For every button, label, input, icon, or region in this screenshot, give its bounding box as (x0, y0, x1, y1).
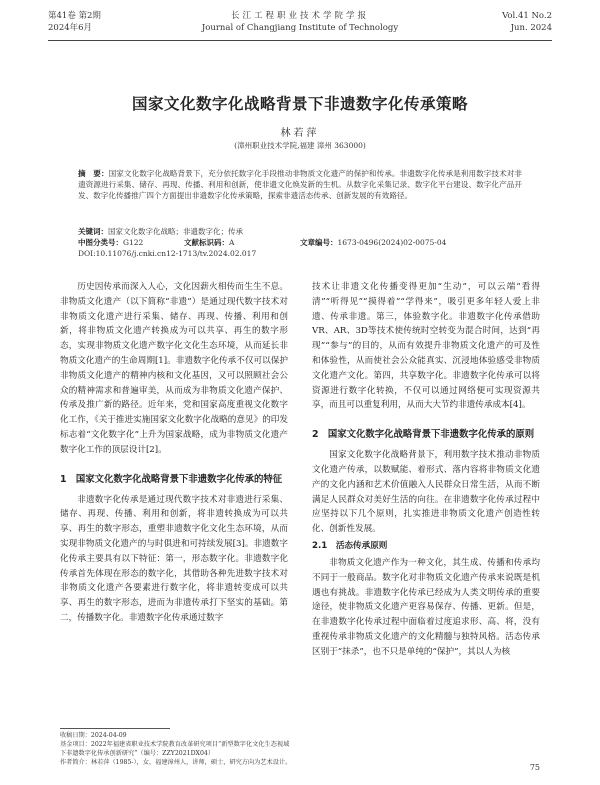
section-1-paragraph: 非遗数字化传承是通过现代数字技术对非遗进行采集、储存、再现、传播、利用和创新，将非遗转换成为可以共享、再生的数字形态，重塑非遗数字化文化生态环境，从而实现非物质文化遗产的与时俱进和可持续发展[3]。非遗数字化传承主要具有以下特征：第一，形态数字化。非遗数字化传承首先体现在形态的数字化，其借助各种先进数字技术对非物质文化遗产各要素进行数字化，将非遗转变成可以共享、再生的数字形态，进而为非遗传承打下坚实的基础。第二，传播数字化。非遗数字化传承通过数字 (60, 494, 288, 623)
clc-value: G122 (123, 238, 144, 247)
footnote-author-bio: 作者简介：林若萍（1985-），女，福建漳州人，讲师，硕士，研究方向为艺术设计。 (60, 759, 292, 766)
keywords-label: 关键词： (78, 227, 108, 236)
section-2-paragraph: 国家文化数字化战略背景下，利用数字技术推动非物质文化遗产传承，以数赋能、着形式、落内容将非物质文化遗产的文化内涵和艺术价值融入人民群众日常生活，从而不断满足人民群众对美好生活的向往。在非遗数字化传承过程中应坚持以下几个原则，扎实推进非物质文化遗产创造性转化、创新性发展。 (312, 450, 540, 535)
header-volume-en: Vol.41 No.2 (502, 11, 552, 21)
doc-code-value: A (229, 238, 235, 247)
footnote-rule (60, 728, 170, 729)
keywords-row (78, 226, 522, 237)
header-rule (48, 40, 552, 41)
running-header (48, 8, 552, 48)
article-number-label: 文章编号： (300, 238, 338, 247)
article-number-value: 1673-0496(2024)02-0075-04 (337, 238, 447, 247)
subsection-2-1-heading: 2.1 活态传承原则 (312, 540, 388, 551)
footnote (60, 731, 292, 767)
classification-row (78, 237, 522, 248)
author-affiliation: (漳州职业技术学院,福建 漳州 363000) (234, 141, 366, 150)
left-column (60, 280, 288, 626)
section-1-heading: 1 国家文化数字化战略背景下非遗数字化传承的特征 (60, 473, 283, 485)
header-date-en: Jun. 2024 (510, 23, 552, 33)
author-name: 林若萍 (280, 128, 320, 139)
header-journal-cn: 长江工程职业技术学院学报 (230, 11, 369, 21)
clc (78, 237, 143, 248)
clc-label: 中图分类号： (78, 238, 123, 247)
doc-code-label: 文献标识码： (184, 238, 229, 247)
page-number: 75 (529, 763, 540, 772)
doc-code (184, 237, 234, 248)
paper-title: 国家文化数字化战略背景下非遗数字化传承策略 (131, 95, 468, 113)
article-number (300, 237, 446, 248)
footnote-fund: 基金项目：2022年福建省职业技术学院教育改革研究项目“新型数字化文化生态视域下非遗数字化传承创新研究”（编号：ZZY2021DX04） (60, 741, 290, 757)
section-2-heading: 2 国家文化数字化战略背景下非遗数字化传承的原则 (312, 429, 535, 441)
footnote-received: 收稿日期：2024-04-09 (60, 732, 127, 739)
intro-paragraph: 历史因传承而深入人心，文化因薪火相传而生生不息。非物质文化遗产（以下简称“非遗”）是通过现代数字技术对非物质文化遗产进行采集、储存、再现、传播、利用和创新，将非物质文化遗产转换成为可以共享、再生的数字形态，实现非物质文化遗产数字化文化生态环境，从而延长非物质文化遗产的生命周期[1]。非遗数字化传承不仅可以保护非物质文化遗产的精神内核和文化基因，又可以照顾社会公众的精神需求和普遍审美，从而成为非物质文化遗产保护、传承及推广新的路径。近年来，党和国家高度重视文化数字化工作，《关于推进实施国家文化数字化战略的意见》的印发标志着“文化数字化”上升为国家战略，成为非物质文化遗产数字化工作的顶层设计[2]。 (60, 282, 288, 455)
right-column (312, 280, 540, 660)
header-journal (48, 10, 552, 34)
header-volume: 第41卷 第2期 (48, 11, 101, 21)
right-first-paragraph: 技术让非遗文化传播变得更加“生动”，可以云端“看得清”“听得见”“摸得着”“学得来”，吸引更多年轻人爱上非遗、传承非遗。第三，体验数字化。非遗数字化传承借助VR、AR、3D等技术使传统时空转变为混合时间，达到“再现”“参与”的目的，从而有效提升非物质文化遗产的可及性和体验性，从而使社会公众能真实、沉浸地体验感受非物质文化遗产文化。第四，共享数字化。非遗数字化传承可以将资源进行数字化转换，不仅可以通过网络便可实现资源共享，而且可以重复利用，从而大大节约非遗传承成本[4]。 (312, 282, 540, 411)
article-meta (78, 226, 522, 259)
abstract-text: 国家文化数字化战略背景下，充分依托数字化手段推动非物质文化遗产的保护和传承。非遗数字化传承是利用数字技术对非遗资源进行采集、储存、再现、传播、利用和创新，使非遗文化焕发新的生机。从数字化采集记录、数字化平台建设、数字化产品开发、数字化传播推广四个方面提出非遗数字化传承策略，探索非遗活态传承、创新发展的有效路径。 (78, 169, 522, 201)
abstract-label: 摘 要： (78, 169, 109, 178)
subsection-2-1-paragraph: 非物质文化遗产作为一种文化，其生成、传播和传承均不同于一般商品。数字化对非物质文化遗产传承来说既是机遇也有挑战。非遗数字化传承已经成为人类文明传承的重要途径，使非物质文化遗产更容易保存、传播、更新。但是，在非遗数字化传承过程中面临着过度追求形、高、将，没有重视传承非物质文化遗产的文化精髓与独特风格。活态传承区别于“抹杀”，也不只是单纯的“保护”，其以人为核 (312, 557, 540, 657)
header-date: 2024年6月 (48, 23, 93, 33)
doi: DOI:10.11076/j.cnki.cn12-1713/tv.2024.02.017 (78, 249, 257, 258)
keywords-text: 国家文化数字化战略；非遗数字化；传承 (108, 227, 243, 236)
abstract-block (78, 168, 522, 202)
header-journal-en: Journal of Changjiang Institute of Technology (201, 23, 399, 33)
header-issue-en (502, 10, 552, 34)
